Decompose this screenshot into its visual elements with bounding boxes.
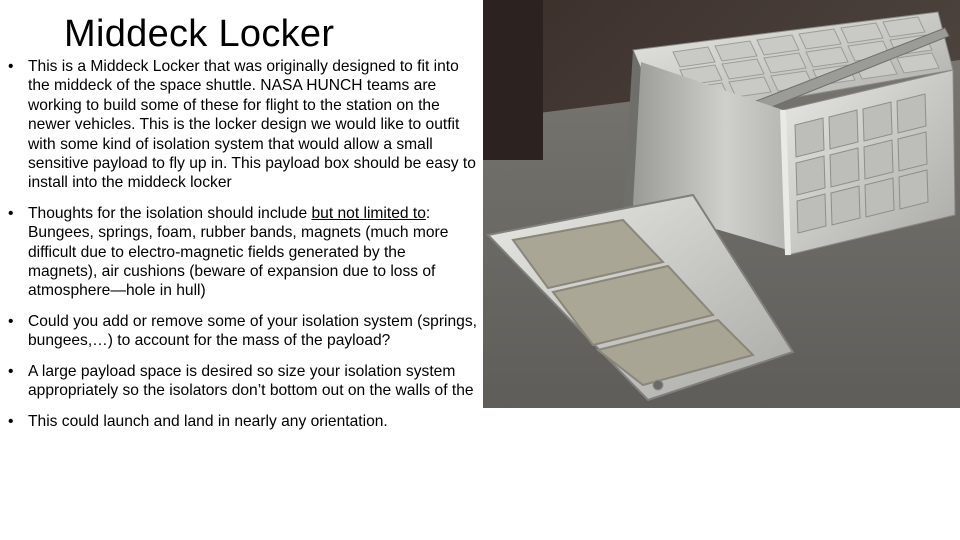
bullet-2-text-end: : Bungees, springs, foam, rubber bands, magnets (much more difficult due to electro-magnetic fields generated by the magnets), air cushions (beware of expansion due to loss of atmosphere—hole in hull) bbox=[28, 204, 449, 300]
bullet-item-5: • This could launch and land in nearly any orientation. bbox=[8, 412, 478, 431]
bullet-item-1: • This is a Middeck Locker that was originally designed to fit into the middeck of the space shuttle. NASA HUNCH teams are working to build some of these for flight to the station on the newer vehicles. This is the locker design we would like to outfit with some kind of isolation system that would allow a small sensitive payload to fly up in. This payload box should be easy to install into the middeck locker bbox=[8, 57, 478, 193]
bullet-item-2 bbox=[8, 204, 478, 301]
bullet-item-4: • A large payload space is desired so size your isolation system appropriately so the isolators don’t bottom out on the walls of the bbox=[8, 362, 478, 401]
bullet-2-underlined-text: but not limited to bbox=[311, 204, 426, 222]
bullet-list bbox=[8, 57, 478, 431]
door-hinge-hole bbox=[653, 380, 663, 390]
slide-title: Middeck Locker bbox=[64, 13, 335, 55]
dark-furniture bbox=[483, 0, 543, 160]
locker-illustration bbox=[483, 0, 960, 408]
bullet-item-3: • Could you add or remove some of your isolation system (springs, bungees,…) to account for the mass of the payload? bbox=[8, 312, 478, 351]
bullet-2-text-start: Thoughts for the isolation should include bbox=[28, 204, 312, 222]
middeck-locker-photo bbox=[483, 0, 960, 408]
